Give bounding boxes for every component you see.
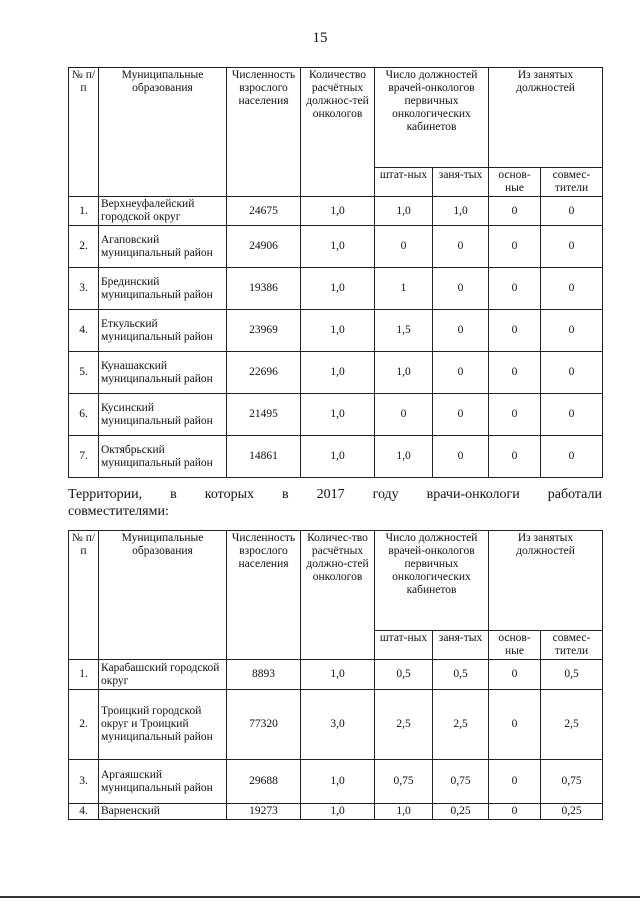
occupied-positions-cell: 0	[433, 226, 489, 268]
population-cell: 22696	[227, 352, 301, 394]
municipality-name: Октябрьский муниципальный район	[99, 436, 227, 478]
population-cell: 24675	[227, 197, 301, 226]
population-cell: 21495	[227, 394, 301, 436]
header-part-time: совмес-тители	[541, 168, 603, 197]
part-time-positions-cell: 0,25	[541, 804, 603, 820]
table-row	[69, 310, 603, 352]
part-time-positions-cell: 0	[541, 352, 603, 394]
row-number: 2.	[69, 226, 99, 268]
row-number: 2.	[69, 690, 99, 760]
calc-positions-cell: 1,0	[301, 436, 375, 478]
calc-positions-cell: 1,0	[301, 226, 375, 268]
part-time-positions-cell: 2,5	[541, 690, 603, 760]
header-num: № п/п	[69, 68, 99, 197]
row-number: 1.	[69, 197, 99, 226]
main-positions-cell: 0	[489, 268, 541, 310]
header-positions: Число должностей врачей-онкологов первичных онкологических кабинетов	[375, 531, 489, 631]
header-occupied-group: Из занятых должностей	[489, 68, 603, 168]
occupied-positions-cell: 0	[433, 310, 489, 352]
occupied-positions-cell: 0	[433, 268, 489, 310]
municipality-name: Варненский	[99, 804, 227, 820]
header-calc-positions: Количество расчётных должнос-тей онкологов	[301, 68, 375, 197]
municipality-name: Брединский муниципальный район	[99, 268, 227, 310]
header-municipality: Муниципальные образования	[99, 68, 227, 197]
municipality-name: Еткульский муниципальный район	[99, 310, 227, 352]
occupied-positions-cell: 0	[433, 352, 489, 394]
section-caption	[68, 486, 602, 520]
calc-positions-cell: 3,0	[301, 690, 375, 760]
municipality-name: Троицкий городской округ и Троицкий муниципальный район	[99, 690, 227, 760]
municipality-name: Кунашакский муниципальный район	[99, 352, 227, 394]
header-calc-positions: Количес-тво расчётных должно-стей онкологов	[301, 531, 375, 660]
calc-positions-cell: 1,0	[301, 394, 375, 436]
header-main: основ-ные	[489, 631, 541, 660]
table-row	[69, 268, 603, 310]
population-cell: 19386	[227, 268, 301, 310]
main-positions-cell: 0	[489, 690, 541, 760]
main-positions-cell: 0	[489, 394, 541, 436]
municipality-name: Кусинский муниципальный район	[99, 394, 227, 436]
staff-positions-cell: 2,5	[375, 690, 433, 760]
calc-positions-cell: 1,0	[301, 760, 375, 804]
table-row	[69, 352, 603, 394]
main-positions-cell: 0	[489, 226, 541, 268]
main-positions-cell: 0	[489, 436, 541, 478]
header-part-time: совмес-тители	[541, 631, 603, 660]
population-cell: 19273	[227, 804, 301, 820]
staffing-table-2	[68, 530, 603, 820]
occupied-positions-cell: 0,5	[433, 660, 489, 690]
calc-positions-cell: 1,0	[301, 310, 375, 352]
header-occupied: заня-тых	[433, 631, 489, 660]
table-row	[69, 226, 603, 268]
part-time-positions-cell: 0	[541, 197, 603, 226]
part-time-positions-cell: 0	[541, 310, 603, 352]
part-time-positions-cell: 0	[541, 394, 603, 436]
calc-positions-cell: 1,0	[301, 804, 375, 820]
main-positions-cell: 0	[489, 660, 541, 690]
staff-positions-cell: 1,0	[375, 436, 433, 478]
population-cell: 24906	[227, 226, 301, 268]
header-main: основ-ные	[489, 168, 541, 197]
occupied-positions-cell: 2,5	[433, 690, 489, 760]
part-time-positions-cell: 0	[541, 226, 603, 268]
part-time-positions-cell: 0	[541, 268, 603, 310]
page-number: 15	[312, 30, 328, 46]
main-positions-cell: 0	[489, 804, 541, 820]
header-staff: штат-ных	[375, 168, 433, 197]
staff-positions-cell: 1,0	[375, 352, 433, 394]
municipality-name: Верхнеуфалейский городской округ	[99, 197, 227, 226]
main-positions-cell: 0	[489, 352, 541, 394]
header-occupied: заня-тых	[433, 168, 489, 197]
staff-positions-cell: 1	[375, 268, 433, 310]
row-number: 7.	[69, 436, 99, 478]
row-number: 3.	[69, 760, 99, 804]
table-row	[69, 436, 603, 478]
table-row	[69, 760, 603, 804]
municipality-name: Агаповский муниципальный район	[99, 226, 227, 268]
header-occupied-group: Из занятых должностей	[489, 531, 603, 631]
row-number: 6.	[69, 394, 99, 436]
municipality-name: Карабашский городской округ	[99, 660, 227, 690]
population-cell: 8893	[227, 660, 301, 690]
header-positions: Число должностей врачей-онкологов первичных онкологических кабинетов	[375, 68, 489, 168]
section-caption-line1: Территории, в которых в 2017 году врачи-онкологи работали	[68, 487, 602, 502]
staffing-table-1	[68, 67, 603, 478]
staff-positions-cell: 0,5	[375, 660, 433, 690]
population-cell: 14861	[227, 436, 301, 478]
row-number: 5.	[69, 352, 99, 394]
part-time-positions-cell: 0	[541, 436, 603, 478]
row-number: 4.	[69, 804, 99, 820]
calc-positions-cell: 1,0	[301, 197, 375, 226]
occupied-positions-cell: 0	[433, 394, 489, 436]
part-time-positions-cell: 0,75	[541, 760, 603, 804]
staff-positions-cell: 0	[375, 394, 433, 436]
header-municipality: Муниципальные образования	[99, 531, 227, 660]
population-cell: 23969	[227, 310, 301, 352]
header-population: Численность взрослого населения	[227, 531, 301, 660]
staff-positions-cell: 1,5	[375, 310, 433, 352]
table-row	[69, 394, 603, 436]
occupied-positions-cell: 0,75	[433, 760, 489, 804]
table-row	[69, 660, 603, 690]
section-caption-line2: совместителями:	[68, 504, 169, 519]
occupied-positions-cell: 0,25	[433, 804, 489, 820]
calc-positions-cell: 1,0	[301, 268, 375, 310]
calc-positions-cell: 1,0	[301, 352, 375, 394]
calc-positions-cell: 1,0	[301, 660, 375, 690]
table-row	[69, 690, 603, 760]
part-time-positions-cell: 0,5	[541, 660, 603, 690]
table-row	[69, 804, 603, 820]
row-number: 3.	[69, 268, 99, 310]
population-cell: 77320	[227, 690, 301, 760]
header-num: № п/п	[69, 531, 99, 660]
occupied-positions-cell: 0	[433, 436, 489, 478]
staff-positions-cell: 0,75	[375, 760, 433, 804]
staff-positions-cell: 1,0	[375, 197, 433, 226]
main-positions-cell: 0	[489, 310, 541, 352]
header-population: Численность взрослого населения	[227, 68, 301, 197]
bottom-rule	[0, 896, 640, 898]
main-positions-cell: 0	[489, 197, 541, 226]
occupied-positions-cell: 1,0	[433, 197, 489, 226]
header-staff: штат-ных	[375, 631, 433, 660]
table-row	[69, 197, 603, 226]
municipality-name: Аргаяшский муниципальный район	[99, 760, 227, 804]
staff-positions-cell: 1,0	[375, 804, 433, 820]
staff-positions-cell: 0	[375, 226, 433, 268]
population-cell: 29688	[227, 760, 301, 804]
row-number: 4.	[69, 310, 99, 352]
row-number: 1.	[69, 660, 99, 690]
main-positions-cell: 0	[489, 760, 541, 804]
